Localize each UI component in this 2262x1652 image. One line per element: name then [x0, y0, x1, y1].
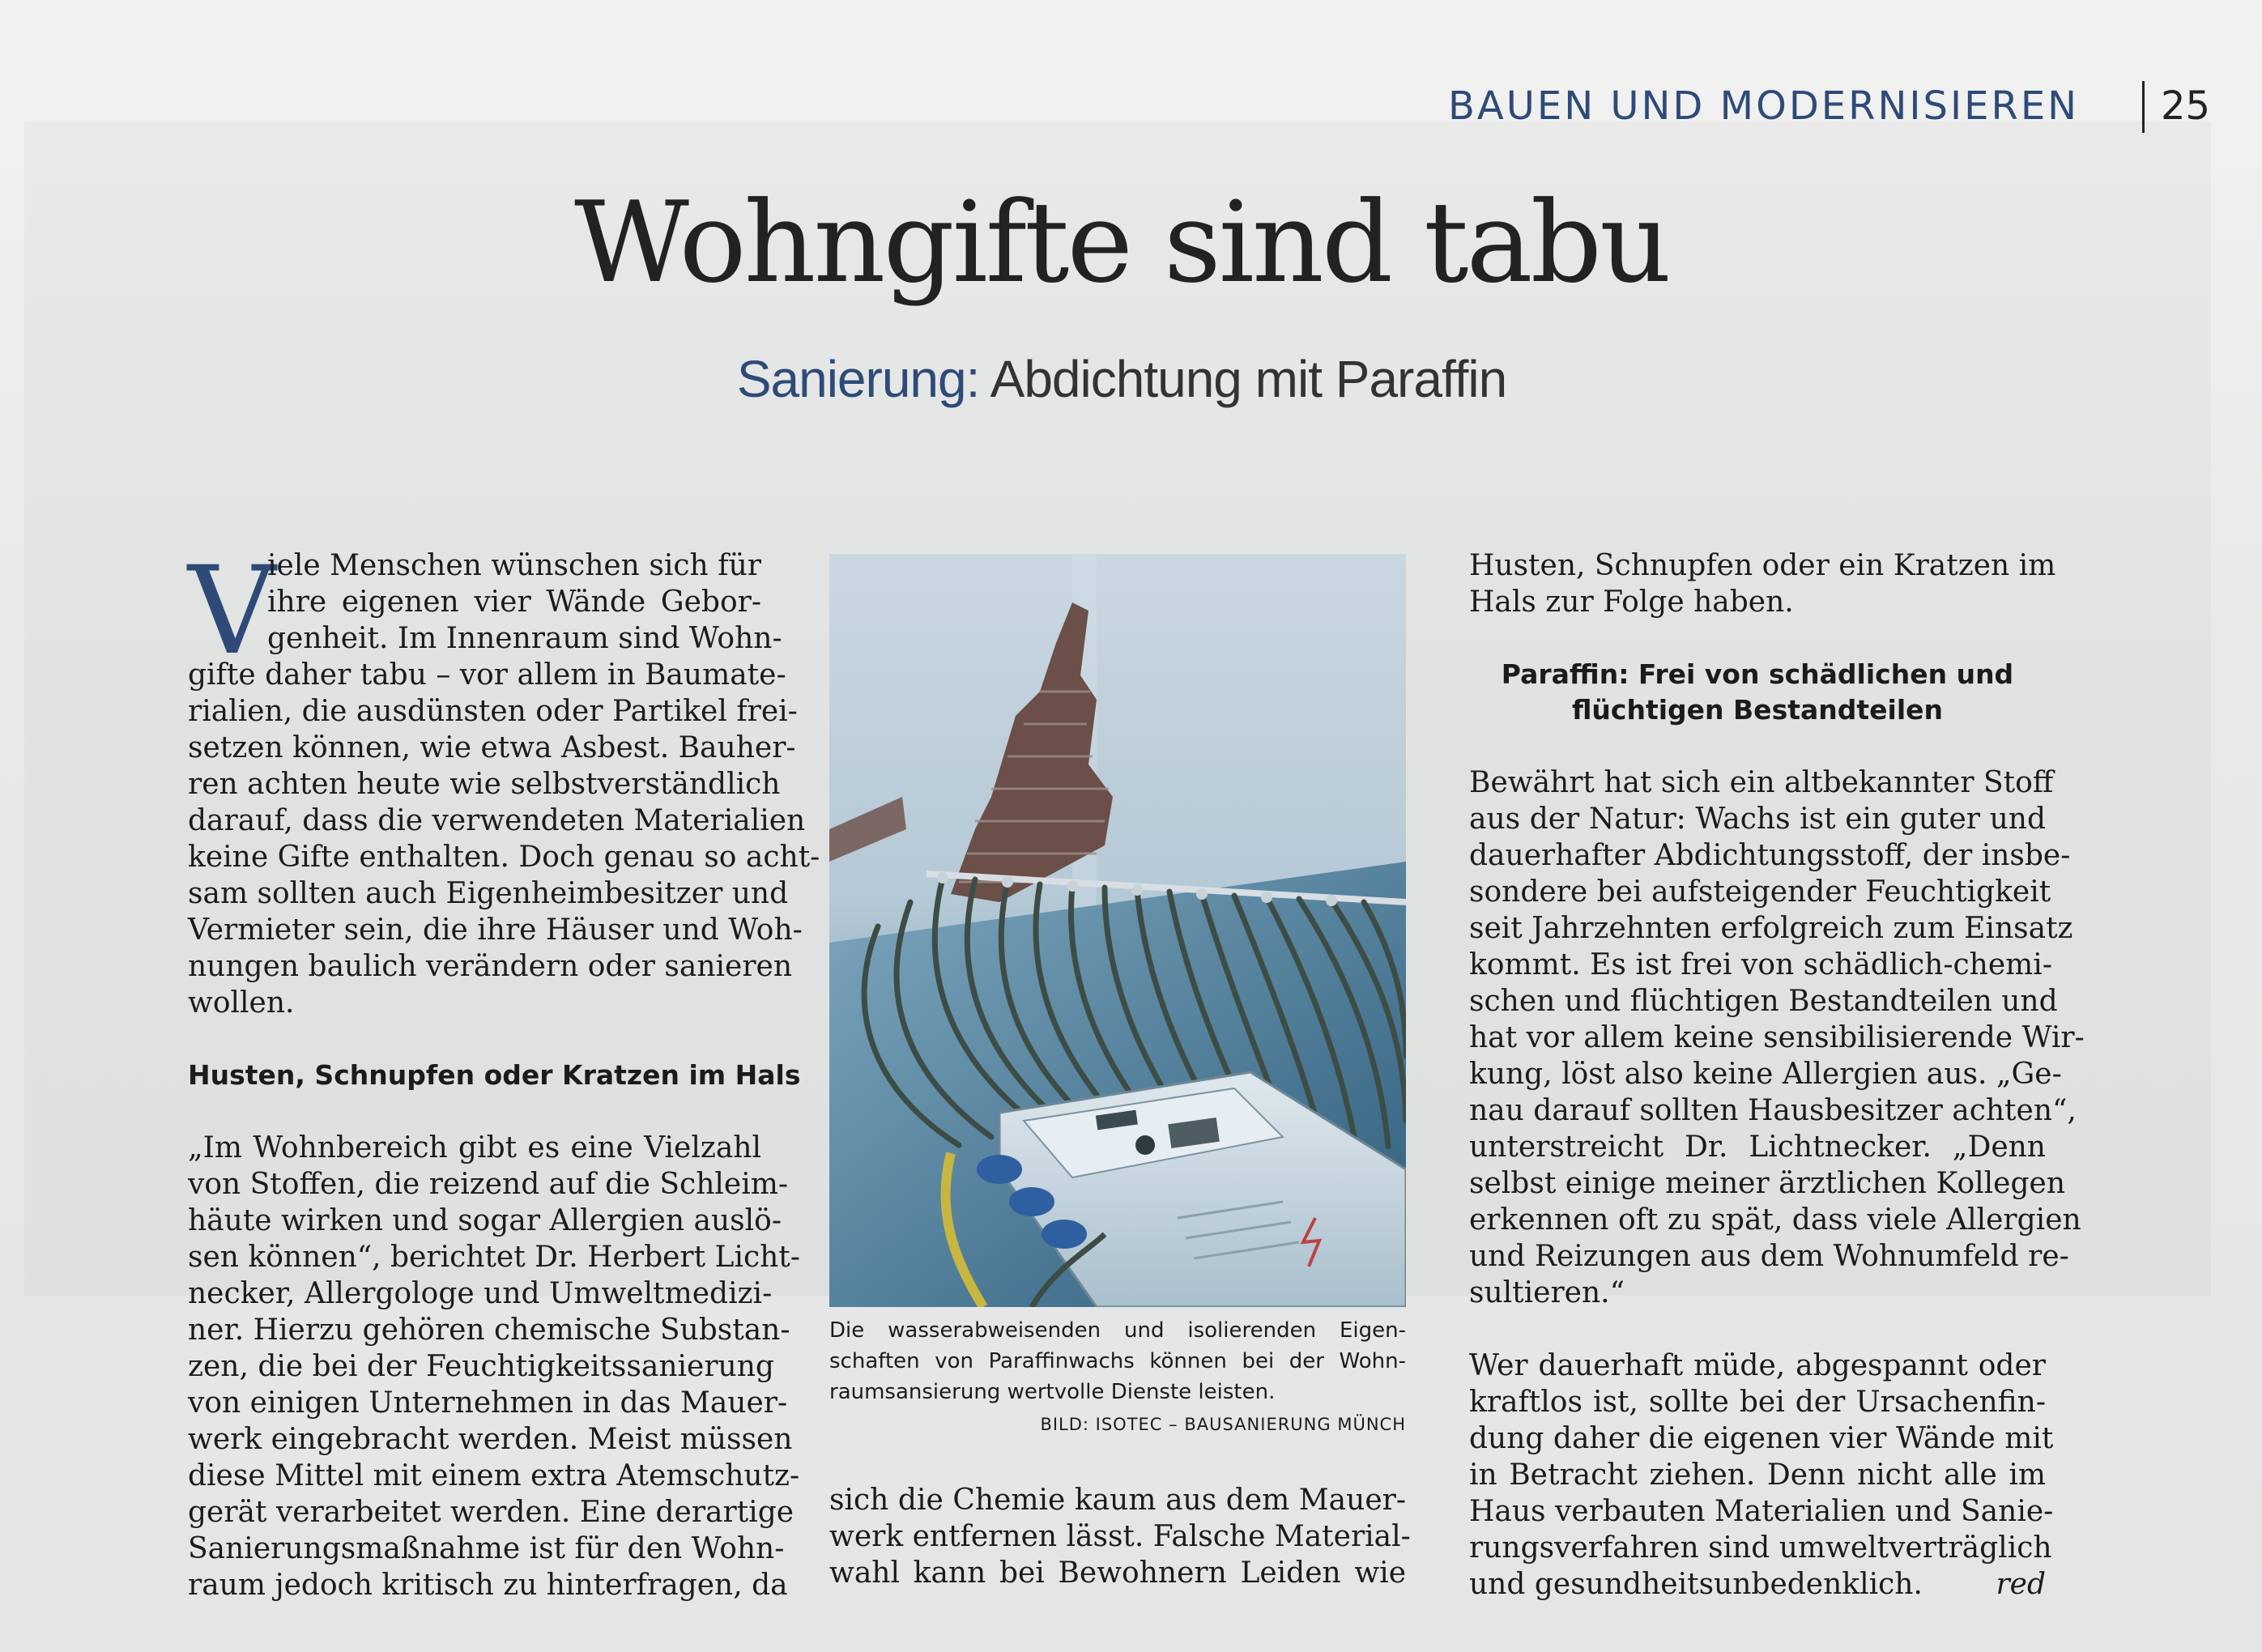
text-line: gifte daher tabu – vor allem in Baumate- — [188, 658, 786, 692]
text-line: sultieren.“ — [1469, 1276, 1625, 1309]
text-line: sondere bei aufsteigender Feuchtigkeit — [1469, 875, 2051, 909]
text-line: Vermieter sein, die ihre Häuser und Woh- — [188, 913, 803, 947]
subheading-husten: Husten, Schnupfen oder Kratzen im Hals — [188, 1059, 801, 1091]
text-line: wahl kann bei Bewohnern Leiden wie — [829, 1556, 1406, 1590]
text-line: dauerhafter Abdichtungsstoff, der insbe- — [1469, 839, 2071, 872]
text-line: kommt. Es ist frei von schädlich-chemi- — [1469, 948, 2052, 981]
subtitle-text: Abdichtung mit Paraffin — [990, 350, 1507, 408]
text-line: rialien, die ausdünsten oder Partikel frei- — [188, 695, 798, 728]
text-line: unterstreicht Dr. Lichtnecker. „Denn — [1469, 1130, 2046, 1164]
paraffin-device-illustration — [829, 554, 1406, 1307]
text-line: wollen. — [188, 986, 295, 1020]
subtitle-keyword: Sanierung: — [736, 350, 980, 408]
article-photo — [829, 554, 1406, 1307]
text-line: Husten, Schnupfen oder ein Kratzen im — [1469, 549, 2056, 582]
intro-indented — [188, 547, 782, 657]
caption-line: raumsansierung wertvolle Dienste leisten. — [829, 1380, 1276, 1404]
text-line: schen und flüchtigen Bestandteilen und — [1469, 985, 2058, 1018]
photo-credit: BILD: ISOTEC – BAUSANIERUNG MÜNCH — [1040, 1415, 1406, 1434]
column-1 — [188, 541, 820, 1603]
text-line: genheit. Im Innenraum sind Wohn- — [267, 622, 782, 655]
text-line: erkennen oft zu spät, dass viele Allergien — [1469, 1203, 2081, 1237]
text-line: sam sollten auch Eigenheimbesitzer und — [188, 877, 789, 910]
subheading-paraffin-line2: flüchtigen Bestandteilen — [1571, 694, 1944, 726]
text-line: seit Jahrzehnten erfolgreich zum Einsatz — [1469, 912, 2073, 945]
text-line: häute wirken und sogar Allergien auslö- — [188, 1204, 782, 1237]
page-number: 25 — [2161, 83, 2211, 129]
text-line: von einigen Unternehmen in das Mauer- — [188, 1386, 788, 1420]
text-line: werk eingebracht werden. Meist müssen — [188, 1423, 793, 1456]
text-line: Hals zur Folge haben. — [1469, 585, 1794, 619]
article-title: Wohngifte sind tabu — [574, 177, 1669, 308]
text-line: raum jedoch kritisch zu hinterfragen, da — [188, 1569, 788, 1602]
text-line: zen, die bei der Feuchtigkeitssanierung — [188, 1350, 774, 1383]
text-line: von Stoffen, die reizend auf die Schleim- — [188, 1168, 789, 1201]
text-line: und gesundheitsunbedenklich. — [1469, 1568, 1923, 1601]
text-line: dung daher die eigenen vier Wände mit — [1469, 1422, 2054, 1455]
text-line: ren achten heute wie selbstverständlich — [188, 768, 781, 801]
text-line: keine Gifte enthalten. Doch genau so acht- — [188, 841, 820, 874]
text-line: werk entfernen lässt. Falsche Material- — [829, 1520, 1411, 1553]
section-header: BAUEN UND MODERNISIEREN — [1448, 83, 2080, 129]
text-line: Haus verbauten Materialien und Sanie- — [1469, 1495, 2054, 1528]
photo-caption — [829, 1315, 1406, 1407]
text-line: diese Mittel mit einem extra Atemschutz- — [188, 1459, 800, 1492]
text-line: kraftlos ist, sollte bei der Ursachenfin- — [1469, 1386, 2046, 1419]
header-divider — [2142, 81, 2145, 133]
text-line: sich die Chemie kaum aus dem Mauer- — [829, 1484, 1406, 1517]
text-line: nungen baulich verändern oder sanieren — [188, 950, 793, 983]
author-signature: red — [1996, 1568, 2046, 1601]
text-line: „Im Wohnbereich gibt es eine Vielzahl — [188, 1131, 761, 1164]
text-line: necker, Allergologe und Umweltmedizi- — [188, 1277, 773, 1310]
last-line — [1469, 1566, 2046, 1603]
text-line: iele Menschen wünschen sich für — [267, 549, 761, 582]
text-line: hat vor allem keine sensibilisierende Wir- — [1469, 1021, 2085, 1054]
text-line: setzen können, wie etwa Asbest. Bauher- — [188, 731, 796, 764]
caption-line: Die wasserabweisenden und isolierenden Eigen- — [829, 1318, 1406, 1343]
subheading-paraffin: Paraffin: Frei von schädlichen und — [1501, 658, 2014, 690]
text-line: in Betracht ziehen. Denn nicht alle im — [1469, 1458, 2046, 1492]
column-3 — [1469, 547, 2085, 1603]
text-line: Wer dauerhaft müde, abgespannt oder — [1469, 1349, 2046, 1382]
text-line: aus der Natur: Wachs ist ein guter und — [1469, 803, 2046, 836]
text-line: nau darauf sollten Hausbesitzer achten“, — [1469, 1094, 2077, 1127]
text-line: gerät verarbeitet werden. Eine derartige — [188, 1496, 794, 1529]
text-line: Sanierungsmaßnahme ist für den Wohn- — [188, 1532, 785, 1565]
text-line: kung, löst also keine Allergien aus. „Ge- — [1469, 1058, 2062, 1091]
text-line: selbst einige meiner ärztlichen Kollegen — [1469, 1167, 2066, 1200]
caption-line: schaften von Paraffinwachs können bei der Wohn- — [829, 1349, 1406, 1373]
text-line: Bewährt hat sich ein altbekannter Stoff — [1469, 766, 2054, 799]
article-subtitle — [421, 347, 1822, 411]
text-line: sen können“, berichtet Dr. Herbert Licht- — [188, 1241, 800, 1274]
drop-cap: V — [188, 541, 276, 682]
text-line: ihre eigenen vier Wände Gebor- — [267, 585, 761, 619]
text-line: und Reizungen aus dem Wohnumfeld re- — [1469, 1240, 2069, 1273]
text-line: rungsverfahren sind umweltverträglich — [1469, 1531, 2052, 1565]
column-2 — [829, 1482, 1411, 1591]
text-line: ner. Hierzu gehören chemische Substan- — [188, 1314, 790, 1347]
text-line: darauf, dass die verwendeten Materialien — [188, 804, 806, 837]
